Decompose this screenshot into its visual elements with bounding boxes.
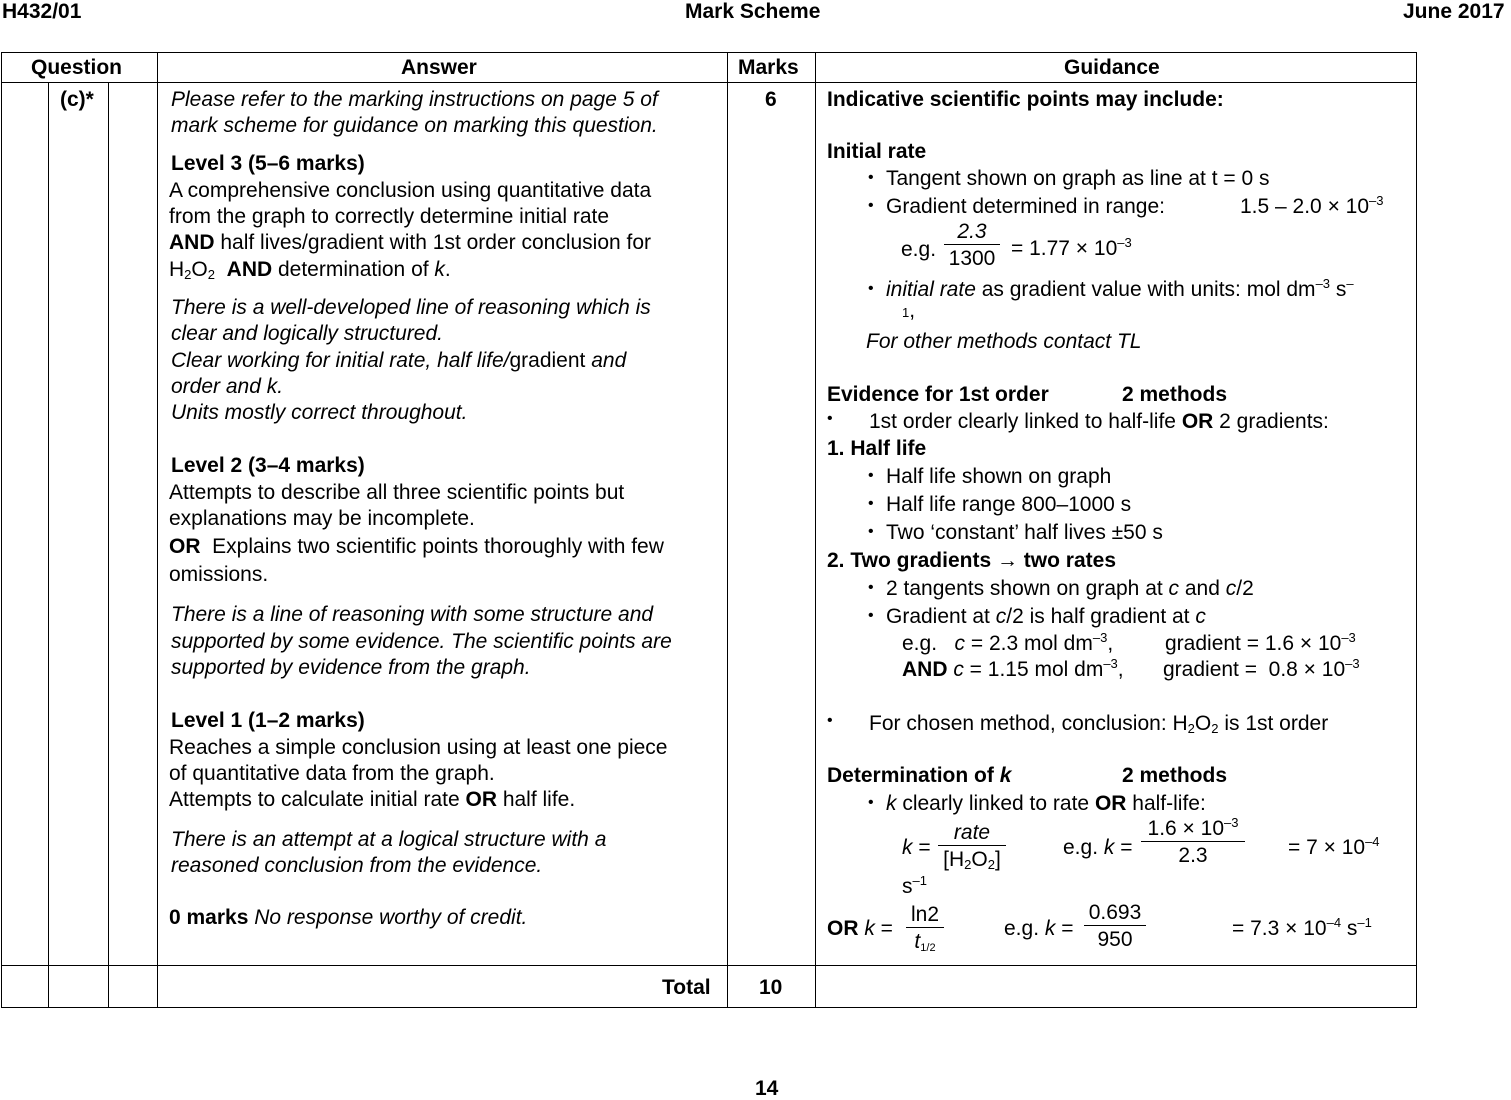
answer-text: from the graph to correctly determine initial rate — [169, 205, 610, 228]
marks-value: 6 — [765, 88, 777, 111]
answer-reasoning: reasoned conclusion from the evidence. — [171, 854, 543, 877]
gradient-example-1: e.g. c = 2.3 mol $dm^{-3}$, — [902, 630, 1114, 655]
answer-reasoning: supported by evidence from the graph. — [171, 656, 531, 679]
document-title: Mark Scheme — [685, 0, 821, 23]
k-halflife-formula: OR k = — [827, 917, 893, 940]
units-continuation: 1, — [902, 299, 916, 322]
level-3-title: Level 3 (5–6 marks) — [171, 152, 365, 175]
guidance-bullet: • k clearly linked to rate OR half-life: — [886, 793, 1206, 814]
answer-text: OR Explains two scientific points thoroughly with few — [169, 535, 664, 558]
k-halflife-fraction: $\frac{\ln 2}{t_{1/2}}$ — [906, 904, 944, 952]
answer-reasoning: clear and logically structured. — [171, 322, 443, 345]
guidance-bullet: • Half life shown on graph — [886, 466, 1111, 487]
guidance-bullet: • Gradient determined in range: — [886, 196, 1165, 217]
answer-text: of quantitative data from the graph. — [169, 762, 495, 785]
guidance-title: Indicative scientific points may include: — [827, 88, 1224, 111]
answer-reasoning: There is a well-developed line of reasoning which is — [171, 296, 651, 319]
initial-rate-result: = $1.77 \times 10^{-3}$ — [1011, 235, 1132, 260]
order-conclusion: For chosen method, conclusion: $H_2O_2$ is 1st order — [869, 712, 1329, 736]
k-rate-fraction: rate $[H_2O_2]$ — [938, 822, 1006, 870]
answer-intro-line: mark scheme for guidance on marking this question. — [171, 114, 658, 137]
two-gradients-title: 2. Two gradients → two rates — [827, 549, 1116, 572]
answer-text: Attempts to describe all three scientific points but — [169, 481, 625, 504]
header-marks: Marks — [738, 56, 799, 79]
answer-reasoning: Clear working for initial rate, half life/gradient and — [171, 349, 627, 372]
guidance-bullet: • initial rate as gradient value with units: mol $dm^{-3}$ s– — [886, 279, 1354, 300]
answer-text: $H_2O_2$ AND determination of k. — [169, 258, 451, 282]
guidance-bullet: • Gradient at c/2 is half gradient at c — [886, 606, 1206, 627]
answer-text: AND half lives/gradient with 1st order conclusion for — [169, 231, 652, 254]
header-guidance: Guidance — [1064, 56, 1160, 79]
answer-text: Attempts to calculate initial rate OR half life. — [169, 788, 576, 811]
initial-rate-fraction: $\frac{2.3}{1300}$ — [944, 221, 1000, 269]
document-date: June 2017 — [1403, 0, 1505, 23]
level-2-title: Level 2 (3–4 marks) — [171, 454, 365, 477]
bullet-icon: • — [827, 410, 833, 427]
evidence-methods: 2 methods — [1122, 383, 1228, 406]
other-methods-note: For other methods contact TL — [866, 330, 1142, 353]
guidance-bullet: • Two ‘constant’ half lives ±50 s — [886, 522, 1163, 543]
document-code: H432/01 — [2, 0, 82, 23]
guidance-bullet: • 2 tangents shown on graph at c and c/2 — [886, 578, 1254, 599]
answer-text: omissions. — [169, 563, 269, 586]
determination-methods: 2 methods — [1122, 764, 1228, 787]
determination-k-title: Determination of k — [827, 764, 1012, 787]
level-1-title: Level 1 (1–2 marks) — [171, 709, 365, 732]
k-rate-formula: k = — [902, 836, 931, 859]
header-answer: Answer — [401, 56, 477, 79]
gradient-value-2: gradient = $0.8 \times 10^{-3}$ — [1163, 656, 1360, 681]
page-number: 14 — [755, 1077, 779, 1100]
answer-reasoning: There is a line of reasoning with some structure and — [171, 603, 654, 626]
answer-text: explanations may be incomplete. — [169, 507, 475, 530]
evidence-title: Evidence for 1st order — [827, 383, 1049, 406]
answer-reasoning: supported by some evidence. The scientific points are — [171, 630, 672, 653]
k-rate-example: e.g. k = — [1063, 836, 1133, 859]
guidance-bullet: • Half life range 800–1000 s — [886, 494, 1131, 515]
gradient-example-2: AND c = 1.15 mol $dm^{-3}$, — [902, 656, 1124, 681]
answer-reasoning: There is an attempt at a logical structure with a — [171, 828, 607, 851]
k-halflife-result: = $7.3 \times 10^{-4}$ $s^{-1}$ — [1232, 915, 1372, 940]
guidance-text: 1st order clearly linked to half-life OR 2 gradients: — [869, 410, 1329, 433]
k-halflife-example-fraction: $\frac{0.693}{950}$ — [1084, 902, 1146, 950]
answer-intro-line: Please refer to the marking instructions on page 5 of — [171, 88, 658, 111]
question-part: (c)* — [60, 88, 94, 111]
gradient-range: $1.5 - 2.0 \times 10^{-3}$ — [1240, 193, 1384, 218]
initial-rate-title: Initial rate — [827, 140, 927, 163]
guidance-bullet: • Tangent shown on graph as line at t = 0 s — [886, 168, 1270, 189]
gradient-value-1: gradient = $1.6 \times 10^{-3}$ — [1165, 630, 1356, 655]
k-rate-example-fraction: $\frac{1.6 \times 10^{-3}}{2.3}$ — [1141, 818, 1245, 866]
bullet-icon: • — [827, 712, 833, 729]
header-question: Question — [31, 56, 123, 79]
k-rate-result: = $7 \times 10^{-4}$ — [1288, 834, 1380, 859]
k-halflife-example: e.g. k = — [1004, 917, 1074, 940]
half-life-title: 1. Half life — [827, 437, 927, 460]
answer-text: A comprehensive conclusion using quantitative data — [169, 179, 652, 202]
k-rate-units: $s^{-1}$ — [902, 873, 927, 898]
answer-reasoning: Units mostly correct throughout. — [171, 401, 468, 424]
total-marks: 10 — [759, 976, 783, 999]
level-0-text: 0 marks No response worthy of credit. — [169, 906, 528, 929]
total-label: Total — [662, 976, 711, 999]
answer-text: Reaches a simple conclusion using at least one piece — [169, 736, 668, 759]
answer-reasoning: order and k. — [171, 375, 284, 398]
example-label: e.g. — [901, 238, 937, 261]
